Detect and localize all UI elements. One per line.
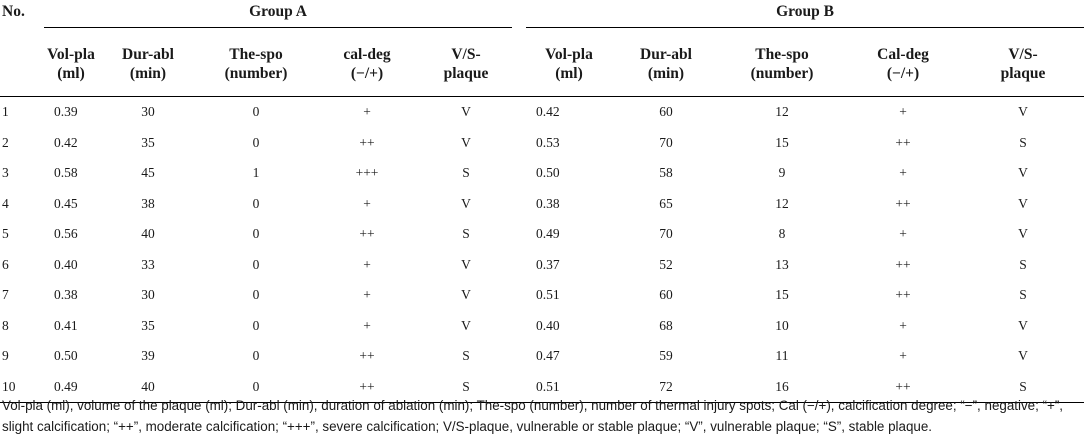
table-cell: V	[461, 195, 471, 211]
table-cell: 0	[252, 195, 260, 211]
table-cell: 0.42	[536, 104, 560, 120]
table-cell: 33	[141, 256, 155, 272]
column-header-row	[0, 28, 1084, 97]
group-a-column-header: The-spo (number)	[198, 28, 314, 97]
group-gap	[512, 158, 526, 189]
table-cell: 0.39	[54, 104, 78, 120]
table-cell: ++	[844, 372, 962, 403]
table-cell: +++	[355, 165, 379, 181]
table-cell: 0.50	[536, 165, 560, 181]
table-cell: 15	[775, 287, 789, 303]
group-gap	[512, 189, 526, 220]
table-cell: 12	[775, 195, 789, 211]
table-cell: +	[363, 104, 371, 120]
table-cell: 0	[252, 348, 260, 364]
table-cell: V	[1018, 195, 1028, 211]
table-cell: ++	[359, 348, 375, 364]
table-cell: 8	[778, 226, 786, 242]
table-cell: 30	[141, 104, 155, 120]
table-cell: 16	[720, 372, 844, 403]
table-cell: 10	[0, 372, 44, 403]
table-cell: 45	[141, 165, 155, 181]
group-gap	[512, 219, 526, 250]
group-gap	[512, 128, 526, 159]
table-row	[0, 97, 1084, 128]
table-cell: 0.49	[44, 372, 98, 403]
table-cell: +	[899, 226, 907, 242]
table-cell: 11	[775, 348, 789, 364]
group-b-column-header: Vol-pla (ml)	[526, 28, 612, 97]
table-cell: 0	[252, 226, 260, 242]
group-b-column-header: Cal-deg (−/+)	[844, 28, 962, 97]
table-cell: 13	[775, 256, 789, 272]
table-cell: ++	[895, 195, 911, 211]
table-cell: 0.38	[54, 287, 78, 303]
table-cell: 6	[2, 256, 9, 272]
table-cell: V	[1018, 165, 1028, 181]
table-cell: 4	[2, 195, 9, 211]
table-row	[0, 219, 1084, 250]
group-b-header: Group B	[526, 0, 1084, 28]
table-row	[0, 250, 1084, 281]
table-cell: 10	[775, 317, 789, 333]
table-row	[0, 158, 1084, 189]
table-cell: 0.41	[54, 317, 78, 333]
table-cell: 40	[98, 372, 198, 403]
group-gap	[512, 311, 526, 342]
group-a-column-header: Vol-pla (ml)	[44, 28, 98, 97]
table-cell: 0.53	[536, 134, 560, 150]
table-cell: 0	[252, 287, 260, 303]
table-cell: 0	[252, 317, 260, 333]
table-cell: 72	[612, 372, 720, 403]
group-gap	[512, 280, 526, 311]
table-cell: 38	[141, 195, 155, 211]
group-b-column-header: V/S- plaque	[962, 28, 1084, 97]
table-cell: +	[363, 287, 371, 303]
table-cell: 0	[198, 372, 314, 403]
table-cell: S	[1019, 287, 1027, 303]
table-cell: 9	[778, 165, 786, 181]
table-cell: ++	[895, 256, 911, 272]
table-cell: S	[962, 372, 1084, 403]
table-cell: V	[1018, 226, 1028, 242]
table-cell: S	[462, 348, 470, 364]
table-cell: 7	[2, 287, 9, 303]
group-gap	[512, 97, 526, 128]
table-cell: 39	[141, 348, 155, 364]
table-cell: 3	[2, 165, 9, 181]
table-cell: S	[420, 372, 512, 403]
table-cell: 0	[252, 256, 260, 272]
table-cell: 52	[659, 256, 673, 272]
table-cell: 2	[2, 134, 9, 150]
table-cell: V	[1018, 104, 1028, 120]
table-cell: 59	[659, 348, 673, 364]
table-cell: S	[1019, 134, 1027, 150]
table-cell: V	[461, 317, 471, 333]
group-b-column-header: The-spo (number)	[720, 28, 844, 97]
table-cell: 9	[2, 348, 9, 364]
table-cell: V	[461, 104, 471, 120]
table-body	[0, 97, 1084, 403]
table-cell: 0.51	[536, 287, 560, 303]
table-cell: 0.50	[54, 348, 78, 364]
table-cell: +	[363, 317, 371, 333]
table-cell: 0.58	[54, 165, 78, 181]
group-gap	[512, 341, 526, 372]
table-row	[0, 280, 1084, 311]
table-row	[0, 311, 1084, 342]
table-cell: 40	[141, 226, 155, 242]
table-cell: ++	[314, 372, 420, 403]
table-cell: +	[899, 348, 907, 364]
table-row	[0, 128, 1084, 159]
group-gap	[512, 250, 526, 281]
table-cell: 68	[659, 317, 673, 333]
table-cell: V	[461, 134, 471, 150]
table-cell: 0.47	[536, 348, 560, 364]
table-cell: 0.45	[54, 195, 78, 211]
table-cell: 0.42	[54, 134, 78, 150]
table-cell: 15	[775, 134, 789, 150]
table-cell: 0.49	[536, 226, 560, 242]
no-column-header: No.	[2, 3, 25, 20]
table-cell: 0.56	[54, 226, 78, 242]
table-row	[0, 189, 1084, 220]
table-cell: V	[1018, 348, 1028, 364]
table-cell: 35	[141, 317, 155, 333]
table-cell: 8	[2, 317, 9, 333]
table-cell: S	[462, 165, 470, 181]
table-cell: 12	[775, 104, 789, 120]
group-a-column-header: Dur-abl (min)	[98, 28, 198, 97]
table-cell: 0	[252, 104, 260, 120]
table-cell: V	[461, 287, 471, 303]
table-cell: +	[363, 195, 371, 211]
table-cell: V	[1018, 317, 1028, 333]
table-cell: ++	[359, 134, 375, 150]
table-cell: ++	[895, 134, 911, 150]
table-cell: +	[899, 104, 907, 120]
table-cell: 35	[141, 134, 155, 150]
table-cell: +	[899, 165, 907, 181]
group-a-header: Group A	[44, 0, 512, 28]
table-cell: S	[1019, 256, 1027, 272]
table-row	[0, 341, 1084, 372]
table-cell: S	[462, 226, 470, 242]
table-cell: 0.37	[536, 256, 560, 272]
table-cell: ++	[359, 226, 375, 242]
group-a-column-header: cal-deg (−/+)	[314, 28, 420, 97]
table-cell: 0.40	[54, 256, 78, 272]
table-cell: 5	[2, 226, 9, 242]
table-cell: 1	[2, 104, 9, 120]
table-cell: 60	[659, 104, 673, 120]
table-cell: 30	[141, 287, 155, 303]
group-b-column-header: Dur-abl (min)	[612, 28, 720, 97]
table-cell: 0	[252, 134, 260, 150]
table-cell: 65	[659, 195, 673, 211]
table-cell: 0.51	[526, 372, 612, 403]
table-cell: 0.38	[536, 195, 560, 211]
table-cell: 58	[659, 165, 673, 181]
table-footnote: Vol-pla (ml), volume of the plaque (ml); Dur-abl (min), duration of ablation (min); The-spo (number), number of thermal injury spots; Cal (−/+), calcification degree; “−”, negative; “+”, slight calcification; “++”, moderate calcification; “+++”, severe calcification; V/S-plaque, vulnerable or stable plaque; “V”, vulnerable plaque; “S”, stable plaque.	[2, 398, 1064, 434]
table-cell: ++	[895, 287, 911, 303]
table-cell: 60	[659, 287, 673, 303]
table-cell: +	[363, 256, 371, 272]
table-cell: +	[899, 317, 907, 333]
table-cell: 70	[659, 134, 673, 150]
table-cell: 1	[252, 165, 260, 181]
group-a-column-header: V/S- plaque	[420, 28, 512, 97]
table-cell: 0.40	[536, 317, 560, 333]
group-gap	[512, 28, 526, 97]
no-column-spacer	[0, 28, 44, 97]
table-cell: 70	[659, 226, 673, 242]
table-cell: V	[461, 256, 471, 272]
